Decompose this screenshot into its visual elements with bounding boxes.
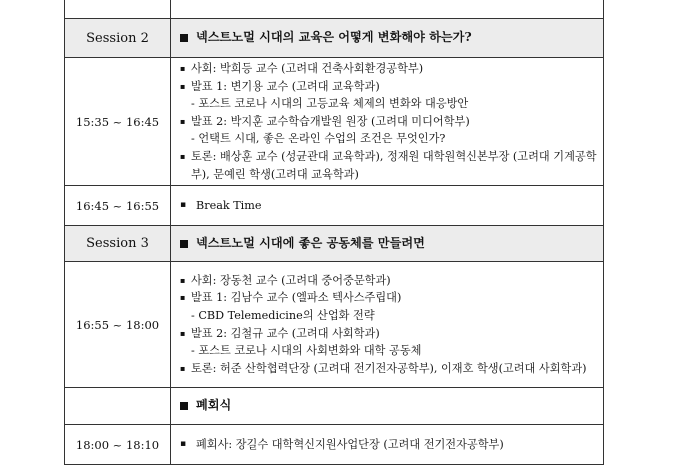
empty-content-cell: [171, 0, 604, 19]
bullet-icon: ▪: [180, 116, 186, 126]
list-item: ▪ 사회: 장동천 교수 (고려대 중어중문학과): [180, 272, 597, 290]
bullet-icon: ▪: [180, 438, 187, 449]
bullet-icon: ▪: [180, 293, 186, 303]
list-subitem: - 포스트 코로나 시대의 고등교육 체제의 변화와 대응방안: [191, 97, 469, 111]
bullet-icon: ▪: [180, 81, 186, 91]
closing-time: 18:00 ~ 18:10: [65, 425, 171, 465]
bullet-icon: ▪: [180, 328, 186, 338]
list-subitem: - 언택트 시대, 좋은 온라인 수업의 조건은 무엇인가?: [191, 132, 446, 146]
session3-title: 넥스트노멀 시대에 좋은 공동체를 만들려면: [180, 235, 597, 253]
bullet-icon: ▪: [180, 199, 187, 210]
square-bullet-icon: [180, 402, 188, 410]
list-subitem: - CBD Telemedicine의 산업화 전략: [191, 309, 375, 323]
square-bullet-icon: [180, 34, 188, 42]
break-label: ▪ Break Time: [180, 197, 597, 215]
bullet-icon: ▪: [180, 363, 186, 373]
list-item: ▪ 발표 1: 변기용 교수 (고려대 교육학과): [180, 78, 597, 96]
closing-line: ▪ 폐회사: 장길수 대학혁신지원사업단장 (고려대 전기전자공학부): [180, 436, 597, 454]
closing-title: 폐회식: [180, 397, 597, 415]
session3-time: 16:55 ~ 18:00: [65, 262, 171, 388]
session2-details: [171, 58, 604, 186]
list-item: ▪ 발표 2: 김철규 교수 (고려대 사회학과): [180, 325, 597, 343]
session3-details: [171, 262, 604, 388]
closing-empty-cell: [65, 388, 171, 425]
list-item: ▪ 토론: 배상훈 교수 (성균관대 교육학과), 정재원 대학원혁신본부장 (고려대 기계공학부), 문예린 학생(고려대 교육학과): [180, 148, 597, 183]
list-item: ▪ 발표 1: 김남수 교수 (엘파소 텍사스주립대): [180, 289, 597, 307]
session3-label: Session 3: [65, 226, 171, 262]
session2-header-row: [65, 19, 604, 58]
list-item: ▪ 사회: 박희등 교수 (고려대 건축사회환경공학부): [180, 60, 597, 78]
empty-time-cell: [65, 0, 171, 19]
break-time: 16:45 ~ 16:55: [65, 186, 171, 226]
schedule-table: [64, 0, 604, 465]
square-bullet-icon: [180, 240, 188, 248]
bullet-icon: ▪: [180, 151, 186, 161]
list-item: ▪ 발표 2: 박지훈 교수학습개발원 원장 (고려대 미디어학부): [180, 113, 597, 131]
list-item: ▪ 토론: 허준 산학협력단장 (고려대 전기전자공학부), 이재호 학생(고려대 사회학과): [180, 360, 597, 378]
session3-body-row: [65, 262, 604, 388]
break-row: [65, 186, 604, 226]
session2-body-row: [65, 58, 604, 186]
top-row: [65, 0, 604, 19]
closing-header-row: [65, 388, 604, 425]
session2-label: Session 2: [65, 19, 171, 58]
session2-title: 넥스트노멀 시대의 교육은 어떻게 변화해야 하는가?: [180, 29, 597, 47]
bullet-icon: ▪: [180, 64, 186, 73]
list-subitem: - 포스트 코로나 시대의 사회변화와 대학 공동체: [191, 344, 422, 358]
session2-time: 15:35 ~ 16:45: [65, 58, 171, 186]
session3-header-row: [65, 226, 604, 262]
bullet-icon: ▪: [180, 275, 186, 285]
closing-body-row: [65, 425, 604, 465]
